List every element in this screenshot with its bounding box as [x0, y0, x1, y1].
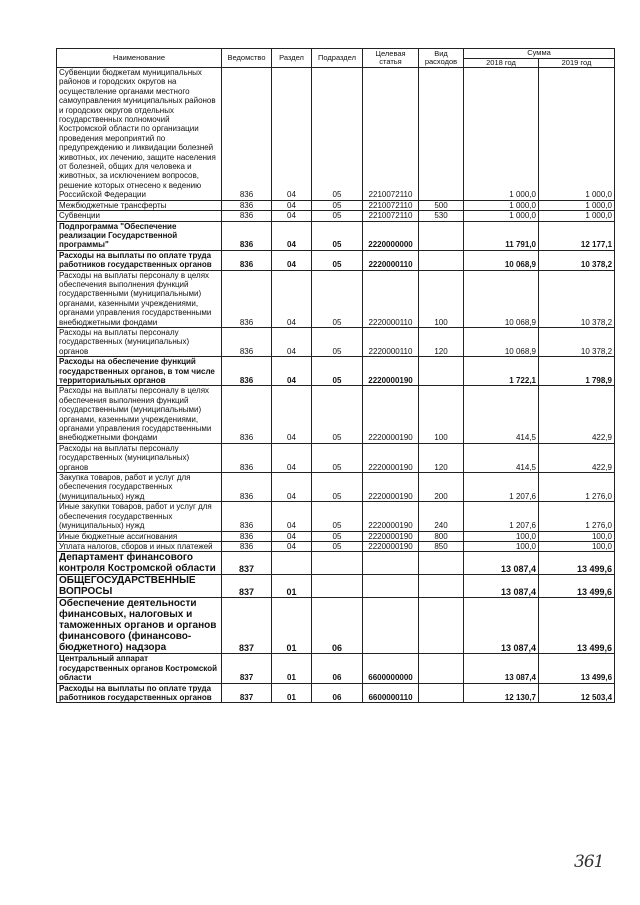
cell-cel — [363, 598, 419, 654]
cell-vid: 120 — [419, 443, 464, 472]
header-name: Наименование — [57, 49, 222, 68]
cell-pod: 05 — [312, 541, 363, 551]
cell-y2: 1 000,0 — [539, 200, 615, 210]
header-year-2018: 2018 год — [464, 58, 539, 68]
cell-pod: 05 — [312, 250, 363, 270]
cell-raz: 04 — [272, 250, 312, 270]
cell-ved: 836 — [222, 68, 272, 201]
cell-y2: 1 276,0 — [539, 502, 615, 531]
cell-y1: 1 000,0 — [464, 68, 539, 201]
cell-name: Расходы на выплаты по оплате труда работников государственных органов — [57, 683, 222, 703]
cell-ved: 836 — [222, 541, 272, 551]
cell-raz: 04 — [272, 68, 312, 201]
cell-vid — [419, 683, 464, 703]
cell-raz: 04 — [272, 502, 312, 531]
cell-ved: 836 — [222, 473, 272, 502]
cell-raz: 04 — [272, 327, 312, 356]
budget-table — [56, 48, 615, 703]
cell-cel: 2220000000 — [363, 221, 419, 250]
cell-name: Расходы на выплаты персоналу государственных (муниципальных) органов — [57, 443, 222, 472]
cell-ved: 836 — [222, 250, 272, 270]
cell-pod — [312, 552, 363, 575]
cell-y2: 12 503,4 — [539, 683, 615, 703]
cell-vid: 100 — [419, 270, 464, 327]
cell-ved: 836 — [222, 211, 272, 221]
table-row — [57, 541, 615, 551]
cell-vid: 200 — [419, 473, 464, 502]
cell-y1: 10 068,9 — [464, 270, 539, 327]
cell-y2: 13 499,6 — [539, 575, 615, 598]
cell-name: Департамент финансового контроля Костромской области — [57, 552, 222, 575]
header-vedomstvo: Ведомство — [222, 49, 272, 68]
header-podrazdel: Подраздел — [312, 49, 363, 68]
table-row — [57, 575, 615, 598]
cell-y1: 11 791,0 — [464, 221, 539, 250]
cell-y1: 1 000,0 — [464, 211, 539, 221]
cell-y1: 13 087,4 — [464, 598, 539, 654]
cell-ved: 836 — [222, 327, 272, 356]
cell-pod: 05 — [312, 443, 363, 472]
cell-pod: 05 — [312, 357, 363, 386]
cell-y2: 13 499,6 — [539, 598, 615, 654]
cell-y2: 12 177,1 — [539, 221, 615, 250]
cell-y1: 414,5 — [464, 443, 539, 472]
cell-ved: 836 — [222, 443, 272, 472]
cell-pod: 06 — [312, 683, 363, 703]
cell-vid: 240 — [419, 502, 464, 531]
table-row — [57, 211, 615, 221]
cell-ved: 836 — [222, 386, 272, 443]
table-row — [57, 531, 615, 541]
cell-vid — [419, 357, 464, 386]
cell-raz: 04 — [272, 531, 312, 541]
cell-y2: 100,0 — [539, 531, 615, 541]
cell-cel: 2220000190 — [363, 443, 419, 472]
cell-pod: 05 — [312, 200, 363, 210]
cell-raz: 04 — [272, 357, 312, 386]
cell-cel: 6600000000 — [363, 654, 419, 683]
cell-y1: 1 000,0 — [464, 200, 539, 210]
cell-y2: 1 000,0 — [539, 211, 615, 221]
page-number: 361 — [574, 852, 604, 872]
cell-ved: 837 — [222, 575, 272, 598]
cell-pod: 05 — [312, 270, 363, 327]
cell-ved: 837 — [222, 552, 272, 575]
cell-y1: 100,0 — [464, 531, 539, 541]
table-row — [57, 221, 615, 250]
header-celevaya: Целевая статья — [363, 49, 419, 68]
cell-raz: 01 — [272, 598, 312, 654]
cell-cel: 2220000110 — [363, 270, 419, 327]
table-row — [57, 270, 615, 327]
cell-cel: 2220000190 — [363, 473, 419, 502]
cell-vid — [419, 575, 464, 598]
table-row — [57, 502, 615, 531]
cell-vid: 100 — [419, 386, 464, 443]
header-summa: Сумма — [464, 49, 615, 59]
cell-ved: 837 — [222, 598, 272, 654]
cell-name: ОБЩЕГОСУДАРСТВЕННЫЕ ВОПРОСЫ — [57, 575, 222, 598]
cell-name: Расходы на выплаты по оплате труда работников государственных органов — [57, 250, 222, 270]
cell-raz: 04 — [272, 200, 312, 210]
cell-pod: 05 — [312, 221, 363, 250]
cell-raz: 01 — [272, 575, 312, 598]
cell-raz: 01 — [272, 654, 312, 683]
cell-pod: 06 — [312, 654, 363, 683]
cell-name: Расходы на выплаты персоналу в целях обеспечения выполнения функций государственными (муниципальными) органами, казенными учреждениями, органами управления государственными внебюджетными фондами — [57, 386, 222, 443]
cell-vid: 530 — [419, 211, 464, 221]
cell-y2: 1 276,0 — [539, 473, 615, 502]
table-row — [57, 327, 615, 356]
cell-y2: 1 798,9 — [539, 357, 615, 386]
cell-raz: 04 — [272, 386, 312, 443]
cell-y2: 422,9 — [539, 386, 615, 443]
cell-pod: 05 — [312, 211, 363, 221]
cell-y1: 1 207,6 — [464, 502, 539, 531]
cell-vid: 850 — [419, 541, 464, 551]
cell-cel: 2220000190 — [363, 541, 419, 551]
cell-vid: 500 — [419, 200, 464, 210]
cell-pod: 05 — [312, 386, 363, 443]
cell-y2: 13 499,6 — [539, 552, 615, 575]
cell-raz: 04 — [272, 270, 312, 327]
table-row — [57, 443, 615, 472]
cell-y2: 10 378,2 — [539, 250, 615, 270]
cell-vid — [419, 68, 464, 201]
cell-cel: 6600000110 — [363, 683, 419, 703]
table-row — [57, 250, 615, 270]
cell-name: Субвенции бюджетам муниципальных районов и городских округов на осуществление органами местного самоуправления муниципальных районов и городских округов отдельных государственных полномочий Костромской области по организации проведения мероприятий по предупреждению и ликвидации болезней животных, их лечению, защите населения от болезней, общих для человека и животных, за исключением вопросов, решение которых отнесено к ведению Российской Федерации — [57, 68, 222, 201]
header-razdel: Раздел — [272, 49, 312, 68]
cell-ved: 836 — [222, 270, 272, 327]
table-row — [57, 386, 615, 443]
cell-cel — [363, 575, 419, 598]
cell-vid — [419, 654, 464, 683]
cell-cel: 2220000190 — [363, 502, 419, 531]
cell-y1: 414,5 — [464, 386, 539, 443]
cell-name: Расходы на выплаты персоналу в целях обеспечения выполнения функций государственными (муниципальными) органами, казенными учреждениями, органами управления государственными внебюджетными фондами — [57, 270, 222, 327]
cell-vid: 800 — [419, 531, 464, 541]
cell-y2: 1 000,0 — [539, 68, 615, 201]
cell-pod: 06 — [312, 598, 363, 654]
cell-name: Подпрограмма "Обеспечение реализации Государственной программы" — [57, 221, 222, 250]
header-year-2019: 2019 год — [539, 58, 615, 68]
cell-vid — [419, 250, 464, 270]
cell-ved: 836 — [222, 200, 272, 210]
cell-y1: 12 130,7 — [464, 683, 539, 703]
cell-y2: 422,9 — [539, 443, 615, 472]
cell-ved: 837 — [222, 683, 272, 703]
cell-y1: 13 087,4 — [464, 575, 539, 598]
cell-raz: 04 — [272, 443, 312, 472]
cell-ved: 836 — [222, 502, 272, 531]
cell-cel: 2220000110 — [363, 250, 419, 270]
cell-cel: 2220000110 — [363, 327, 419, 356]
cell-name: Межбюджетные трансферты — [57, 200, 222, 210]
cell-name: Центральный аппарат государственных органов Костромской области — [57, 654, 222, 683]
cell-name: Субвенции — [57, 211, 222, 221]
cell-raz — [272, 552, 312, 575]
cell-y1: 1 207,6 — [464, 473, 539, 502]
cell-cel: 2210072110 — [363, 68, 419, 201]
cell-raz: 04 — [272, 541, 312, 551]
table-row — [57, 683, 615, 703]
cell-y2: 10 378,2 — [539, 327, 615, 356]
table-row — [57, 654, 615, 683]
cell-ved: 836 — [222, 531, 272, 541]
cell-pod: 05 — [312, 502, 363, 531]
table-body — [57, 68, 615, 703]
cell-y2: 13 499,6 — [539, 654, 615, 683]
table-row — [57, 357, 615, 386]
cell-y1: 100,0 — [464, 541, 539, 551]
cell-raz: 04 — [272, 473, 312, 502]
cell-name: Иные бюджетные ассигнования — [57, 531, 222, 541]
cell-name: Уплата налогов, сборов и иных платежей — [57, 541, 222, 551]
cell-pod: 05 — [312, 327, 363, 356]
table-row — [57, 552, 615, 575]
table-row — [57, 598, 615, 654]
cell-cel: 2210072110 — [363, 200, 419, 210]
cell-raz: 04 — [272, 211, 312, 221]
cell-ved: 836 — [222, 221, 272, 250]
cell-y2: 100,0 — [539, 541, 615, 551]
cell-name: Иные закупки товаров, работ и услуг для обеспечения государственных (муниципальных) нужд — [57, 502, 222, 531]
cell-name: Расходы на выплаты персоналу государственных (муниципальных) органов — [57, 327, 222, 356]
cell-y1: 13 087,4 — [464, 552, 539, 575]
cell-pod: 05 — [312, 473, 363, 502]
cell-ved: 836 — [222, 357, 272, 386]
table-row — [57, 200, 615, 210]
cell-vid — [419, 221, 464, 250]
cell-y1: 13 087,4 — [464, 654, 539, 683]
cell-raz: 04 — [272, 221, 312, 250]
cell-pod: 05 — [312, 531, 363, 541]
cell-y1: 10 068,9 — [464, 327, 539, 356]
cell-cel: 2220000190 — [363, 357, 419, 386]
cell-pod — [312, 575, 363, 598]
cell-cel: 2220000190 — [363, 386, 419, 443]
cell-y2: 10 378,2 — [539, 270, 615, 327]
cell-pod: 05 — [312, 68, 363, 201]
table-row — [57, 473, 615, 502]
cell-vid: 120 — [419, 327, 464, 356]
cell-cel: 2220000190 — [363, 531, 419, 541]
cell-name: Закупка товаров, работ и услуг для обеспечения государственных (муниципальных) нужд — [57, 473, 222, 502]
cell-vid — [419, 598, 464, 654]
cell-raz: 01 — [272, 683, 312, 703]
cell-cel — [363, 552, 419, 575]
header-vid: Вид расходов — [419, 49, 464, 68]
cell-y1: 1 722,1 — [464, 357, 539, 386]
cell-name: Обеспечение деятельности финансовых, налоговых и таможенных органов и органов финансового (финансово-бюджетного) надзора — [57, 598, 222, 654]
cell-vid — [419, 552, 464, 575]
cell-ved: 837 — [222, 654, 272, 683]
cell-cel: 2210072110 — [363, 211, 419, 221]
cell-name: Расходы на обеспечение функций государственных органов, в том числе территориальных органов — [57, 357, 222, 386]
table-row — [57, 68, 615, 201]
cell-y1: 10 068,9 — [464, 250, 539, 270]
